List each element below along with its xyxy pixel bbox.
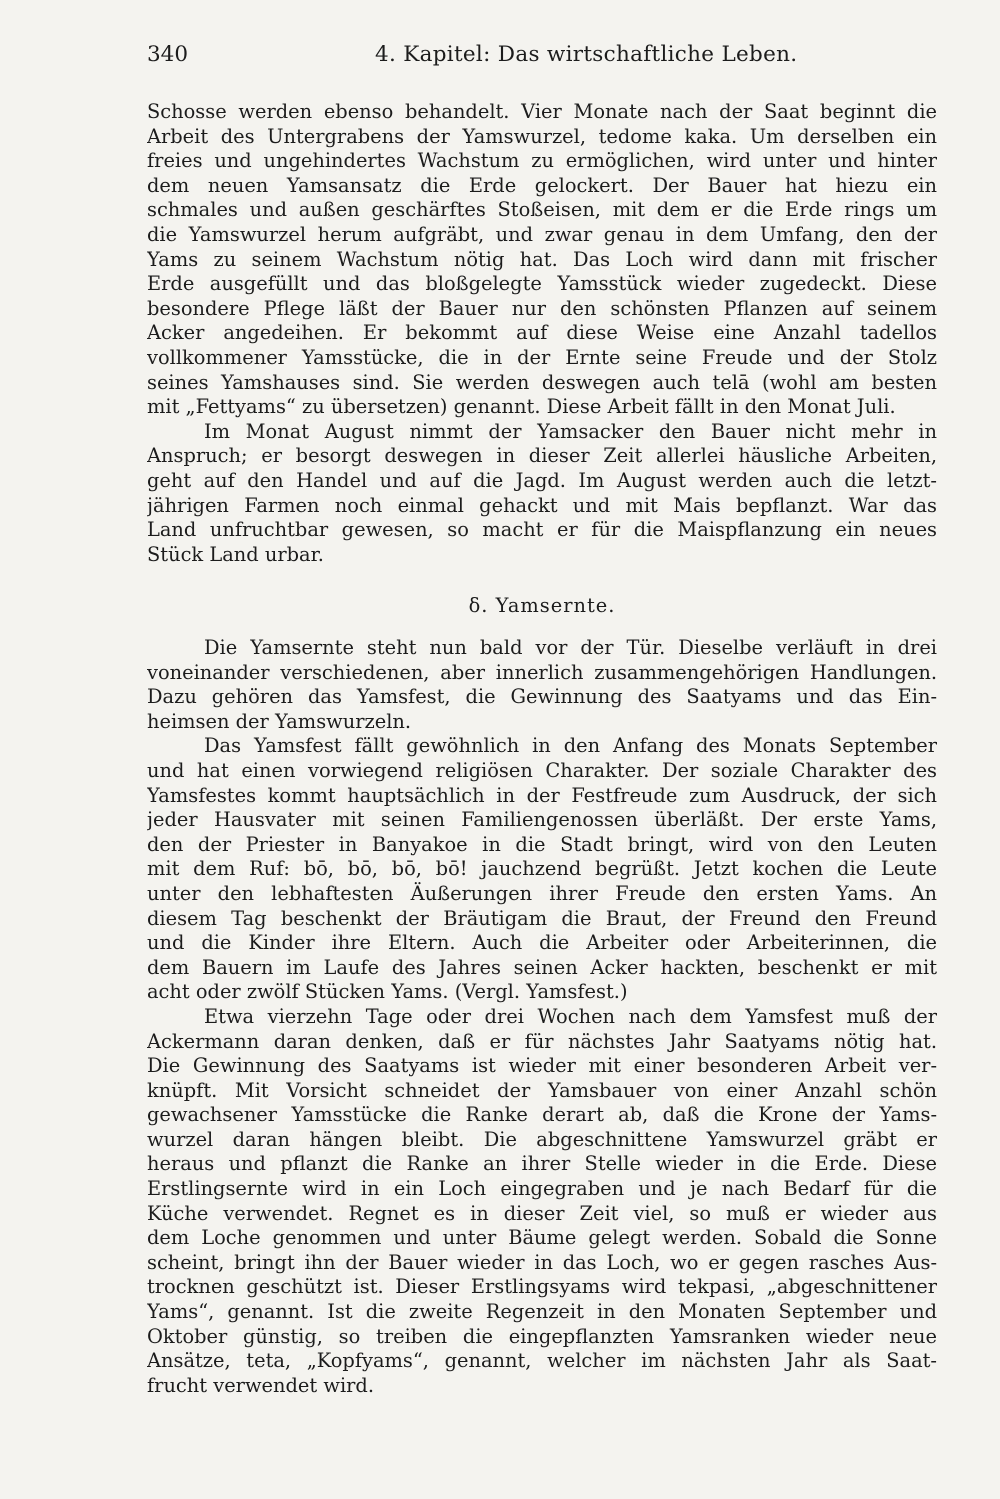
text-line: Erde ausgefüllt und das bloßgelegte Yamsstück wieder zugedeckt. Diese <box>147 272 937 296</box>
text-line: Etwa vierzehn Tage oder drei Wochen nach dem Yamsfest muß der <box>204 1004 937 1028</box>
text-line: acht oder zwölf Stücken Yams. (Vergl. Yamsfest.) <box>147 980 628 1004</box>
text-line: Das Yamsfest fällt gewöhnlich in den Anfang des Monats September <box>204 734 937 758</box>
page-header <box>147 42 937 72</box>
text-line: und die Kinder ihre Eltern. Auch die Arbeiter oder Arbeiterinnen, die <box>147 931 937 955</box>
text-line: diesem Tag beschenkt der Bräutigam die Braut, der Freund den Freund <box>147 906 937 930</box>
text-line: unter den lebhaftesten Äußerungen ihrer Freude den ersten Yams. An <box>147 881 937 905</box>
text-line: Yams“, genannt. Ist die zweite Regenzeit in den Monaten September und <box>147 1300 937 1324</box>
text-line: Yams zu seinem Wachstum nötig hat. Das Loch wird dann mit frischer <box>147 247 937 271</box>
text-line: Stück Land urbar. <box>147 542 324 566</box>
text-line: knüpft. Mit Vorsicht schneidet der Yamsbauer von einer Anzahl schön <box>147 1078 937 1102</box>
text-line: wurzel daran hängen bleibt. Die abgeschnittene Yamswurzel gräbt er <box>147 1127 937 1151</box>
text-line: und hat einen vorwiegend religiösen Charakter. Der soziale Charakter des <box>147 758 937 782</box>
text-line: die Yamswurzel herum aufgräbt, und zwar genau in dem Umfang, den der <box>147 222 937 246</box>
text-line: heimsen der Yamswurzeln. <box>147 709 412 733</box>
text-line: frucht verwendet wird. <box>147 1373 374 1397</box>
text-line: heraus und pflanzt die Ranke an ihrer Stelle wieder in die Erde. Diese <box>147 1152 937 1176</box>
text-line: trocknen geschützt ist. Dieser Erstlingsyams wird tekpasi, „abgeschnittener <box>147 1275 937 1299</box>
text-line: schmales und außen geschärftes Stoßeisen, mit dem er die Erde rings um <box>147 198 937 222</box>
text-line: dem neuen Yamsansatz die Erde gelockert. Der Bauer hat hiezu ein <box>147 173 937 197</box>
text-line: Acker angedeihen. Er bekommt auf diese Weise eine Anzahl tadellos <box>147 321 937 345</box>
text-line: seines Yamshauses sind. Sie werden deswegen auch telā (wohl am besten <box>147 370 937 394</box>
paragraph-block-1 <box>147 100 937 567</box>
text-line: voneinander verschiedenen, aber innerlich zusammengehörigen Handlungen. <box>147 660 937 684</box>
text-line: mit „Fettyams“ zu übersetzen) genannt. Diese Arbeit fällt in den Monat Juli. <box>147 395 896 419</box>
text-line: gewachsener Yamsstücke die Ranke derart ab, daß die Krone der Yams- <box>147 1103 937 1127</box>
text-line: freies und ungehindertes Wachstum zu ermöglichen, wird unter und hinter <box>147 149 937 173</box>
text-line: Im Monat August nimmt der Yamsacker den Bauer nicht mehr in <box>204 419 937 443</box>
page-number: 340 <box>147 42 189 67</box>
text-line: vollkommener Yamsstücke, die in der Ernte seine Freude und der Stolz <box>147 345 937 369</box>
text-line: dem Bauern im Laufe des Jahres seinen Acker hackten, beschenkt er mit <box>147 955 937 979</box>
text-line: besondere Pflege läßt der Bauer nur den schönsten Pflanzen auf seinem <box>147 296 937 320</box>
text-line: dem Loche genommen und unter Bäume gelegt werden. Sobald die Sonne <box>147 1226 937 1250</box>
text-line: mit dem Ruf: bō, bō, bō, bō! jauchzend begrüßt. Jetzt kochen die Leute <box>147 857 937 881</box>
text-line: Arbeit des Untergrabens der Yamswurzel, tedome kaka. Um derselben ein <box>147 124 937 148</box>
text-line: den der Priester in Banyakoe in die Stadt bringt, wird von den Leuten <box>147 832 937 856</box>
text-line: geht auf den Handel und auf die Jagd. Im August werden auch die letzt- <box>147 468 937 492</box>
text-line: Anspruch; er besorgt deswegen in dieser Zeit allerlei häusliche Arbeiten, <box>147 444 937 468</box>
text-line: jeder Hausvater mit seinen Familiengenossen überläßt. Der erste Yams, <box>147 808 937 832</box>
running-head: 4. Kapitel: Das wirtschaftliche Leben. <box>375 42 798 67</box>
text-line: Ansätze, teta, „Kopfyams“, genannt, welcher im nächsten Jahr als Saat- <box>147 1349 937 1373</box>
text-line: Erstlingsernte wird in ein Loch eingegraben und je nach Bedarf für die <box>147 1177 937 1201</box>
text-line: Küche verwendet. Regnet es in dieser Zeit viel, so muß er wieder aus <box>147 1201 937 1225</box>
text-line: Ackermann daran denken, daß er für nächstes Jahr Saatyams nötig hat. <box>147 1029 937 1053</box>
text-line: Dazu gehören das Yamsfest, die Gewinnung des Saatyams und das Ein- <box>147 685 937 709</box>
text-line: jährigen Farmen noch einmal gehackt und mit Mais bepflanzt. War das <box>147 493 937 517</box>
text-line: Die Yamsernte steht nun bald vor der Tür. Dieselbe verläuft in drei <box>204 636 937 659</box>
text-line: Land unfruchtbar gewesen, so macht er für die Maispflanzung ein neues <box>147 518 937 542</box>
text-line: Schosse werden ebenso behandelt. Vier Monate nach der Saat beginnt die <box>147 100 937 123</box>
section-heading: δ. Yamsernte. <box>468 594 616 617</box>
text-line: Yamsfestes kommt hauptsächlich in der Festfreude zum Ausdruck, der sich <box>147 783 937 807</box>
text-line: Oktober günstig, so treiben die eingepflanzten Yamsranken wieder neue <box>147 1324 937 1348</box>
text-line: scheint, bringt ihn der Bauer wieder in das Loch, wo er gegen rasches Aus- <box>147 1250 937 1274</box>
text-line: Die Gewinnung des Saatyams ist wieder mit einer besonderen Arbeit ver- <box>147 1054 937 1078</box>
paragraph-block-2 <box>147 636 937 1398</box>
